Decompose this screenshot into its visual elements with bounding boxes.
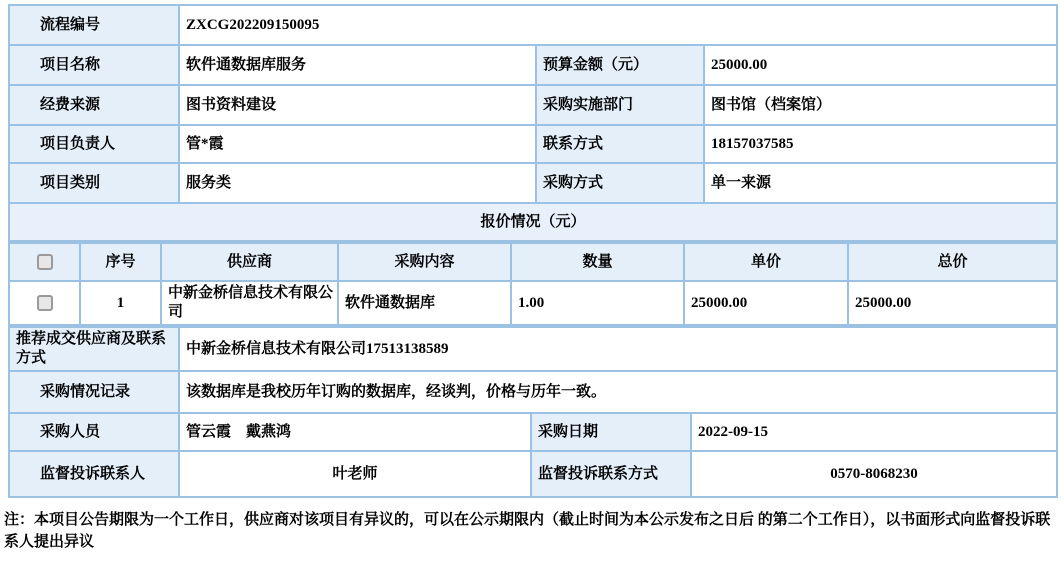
process-number-label: 流程编号 [9,5,179,45]
row-unit-price: 25000.00 [684,281,848,325]
process-number-value: ZXCG202209150095 [179,5,1057,45]
purchase-staff-value: 管云霞 戴燕鸿 [179,413,531,451]
row-index: 1 [80,281,161,325]
project-type-value: 服务类 [179,163,536,203]
table-row [9,163,1057,203]
col-header-quantity: 数量 [511,243,684,281]
table-row [9,413,1057,451]
fund-source-label: 经费来源 [9,85,179,125]
col-header-total-price: 总价 [848,243,1057,281]
table-row [9,327,1057,371]
purchase-date-label: 采购日期 [531,413,691,451]
supervisor-contact-value: 叶老师 [179,451,531,497]
summary-table [8,326,1058,498]
table-row [9,85,1057,125]
quote-data-row [9,281,1057,325]
contact-label: 联系方式 [536,125,704,163]
quote-header-row [9,243,1057,281]
table-row [9,125,1057,163]
row-select-cell [9,281,80,325]
quote-section-header-row [9,203,1057,241]
col-header-unit-price: 单价 [684,243,848,281]
purchase-dept-label: 采购实施部门 [536,85,704,125]
row-quantity: 1.00 [511,281,684,325]
project-info-table [8,4,1058,242]
purchase-date-value: 2022-09-15 [691,413,1057,451]
row-supplier: 中新金桥信息技术有限公司 [161,281,338,325]
purchase-method-value: 单一来源 [704,163,1057,203]
row-total-price: 25000.00 [848,281,1057,325]
col-header-supplier: 供应商 [161,243,338,281]
recommended-supplier-label: 推荐成交供应商及联系方式 [9,327,179,371]
contact-value: 18157037585 [704,125,1057,163]
project-name-label: 项目名称 [9,45,179,85]
project-type-label: 项目类别 [9,163,179,203]
project-leader-label: 项目负责人 [9,125,179,163]
table-row [9,451,1057,497]
project-name-value: 软件通数据库服务 [179,45,536,85]
supervisor-phone-value: 0570-8068230 [691,451,1057,497]
row-checkbox[interactable] [37,295,53,311]
supervisor-phone-label: 监督投诉联系方式 [531,451,691,497]
row-content: 软件通数据库 [338,281,511,325]
quote-table [8,242,1058,326]
budget-value: 25000.00 [704,45,1057,85]
quote-section-title: 报价情况（元） [9,203,1057,241]
col-header-index: 序号 [80,243,161,281]
purchase-dept-value: 图书馆（档案馆） [704,85,1057,125]
project-leader-value: 管*霞 [179,125,536,163]
recommended-supplier-value: 中新金桥信息技术有限公司17513138589 [179,327,1057,371]
footer-note: 注：本项目公告期限为一个工作日，供应商对该项目有异议的，可以在公示期限内（截止时间为本公示发布之日后 的第二个工作日），以书面形式向监督投诉联系人提出异议 [4,512,1051,550]
procurement-notice-form [8,4,1056,498]
supervisor-contact-label: 监督投诉联系人 [9,451,179,497]
purchase-record-label: 采购情况记录 [9,371,179,413]
budget-label: 预算金额（元） [536,45,704,85]
table-row [9,5,1057,45]
table-row [9,371,1057,413]
fund-source-value: 图书资料建设 [179,85,536,125]
purchase-staff-label: 采购人员 [9,413,179,451]
table-row [9,45,1057,85]
select-all-cell [9,243,80,281]
select-all-checkbox[interactable] [37,254,53,270]
col-header-content: 采购内容 [338,243,511,281]
purchase-method-label: 采购方式 [536,163,704,203]
purchase-record-value: 该数据库是我校历年订购的数据库，经谈判，价格与历年一致。 [179,371,1057,413]
